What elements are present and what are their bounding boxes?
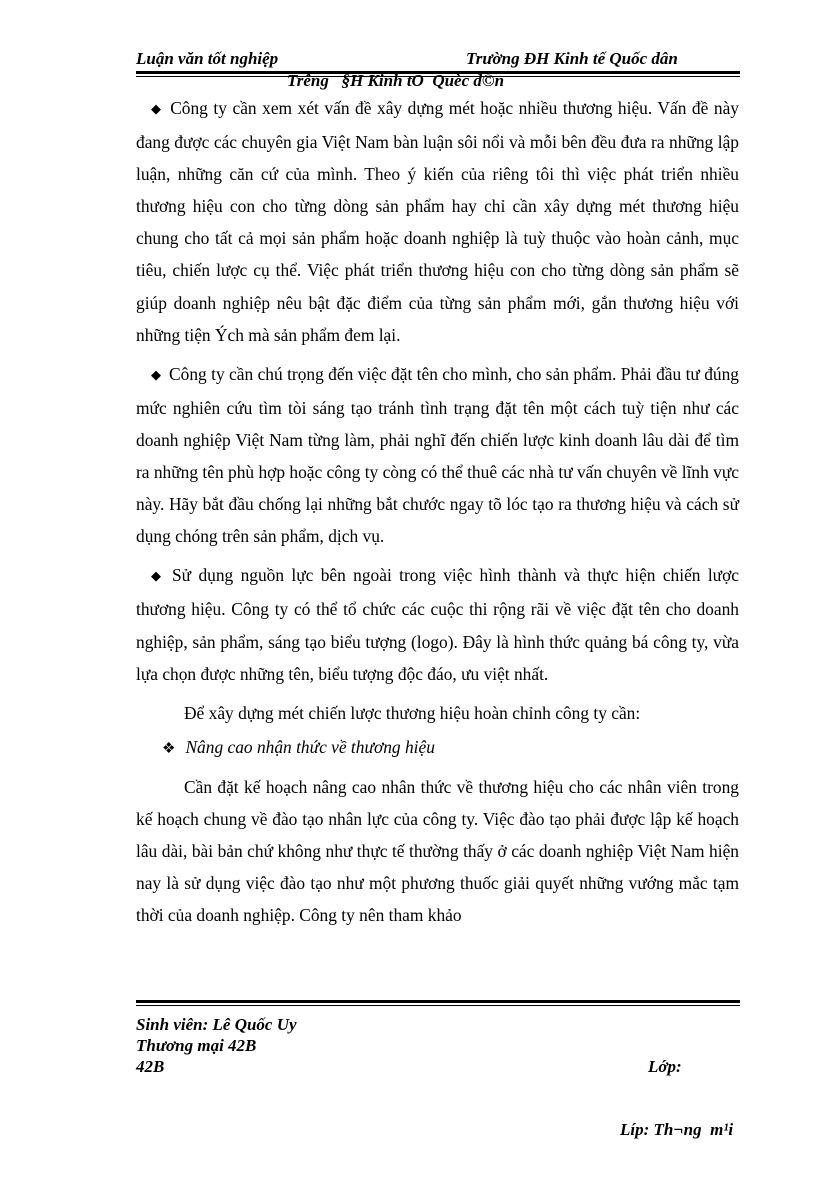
footer-rule-thick xyxy=(136,1000,740,1003)
footer-student-block xyxy=(136,1014,297,1077)
header-thesis-title: Luận văn tốt nghiệp xyxy=(136,49,279,68)
bullet-paragraph-3 xyxy=(136,559,739,689)
diamond-bullet-icon: ◆ xyxy=(151,568,164,584)
page-body xyxy=(136,92,739,931)
header-university: Trường ĐH Kinh tế Quốc dân xyxy=(466,49,678,68)
bullet-paragraph-2 xyxy=(136,358,739,553)
bullet-text-1: Công ty cần xem xét vấn đề xây dựng mét hoặc nhiều thương hiệu. Vấn đề này đang được các chuyên gia Việt Nam bàn luận sôi nổi và mỗi bên đều đưa ra những lập luận, những căn cứ của mình. Theo ý kiến của riêng tôi thì việc phát triển nhiều thương hiệu con cho từng dòng sản phẩm hay chỉ cần xây dựng mét thương hiệu chung cho tất cả mọi sản phẩm hoặc doanh nghiệp là tuỳ thuộc vào hoàn cảnh, mục tiêu, chiến lược cụ thể. Việc phát triển thương hiệu con cho từng dòng sản phẩm sẽ giúp doanh nghiệp nêu bật đặc điểm của từng sản phẩm mới, gắn thương hiệu với những tiện Ých mà sản phẩm đem lại. xyxy=(136,98,739,345)
diamond-bullet-icon: ◆ xyxy=(151,101,163,116)
footer-class: Thương mại 42B xyxy=(136,1036,257,1055)
four-diamond-bullet-icon: ❖ xyxy=(162,740,176,757)
subheading-text: Nâng cao nhận thức về thương hiệu xyxy=(185,736,435,757)
subheading xyxy=(136,731,739,765)
footer-rule-thin xyxy=(136,1005,740,1006)
footer-class-block xyxy=(620,1014,733,1182)
header-garbled-university: Trêng §H Kinh tÕ Quèc d©n xyxy=(287,71,505,90)
footer-student-name: Sinh viên: Lê Quốc Uy xyxy=(136,1015,297,1034)
bullet-text-2: Công ty cần chú trọng đến việc đặt tên cho mình, cho sản phẩm. Phải đầu tư đúng mức nghiên cứu tìm tòi sáng tạo tránh tình trạng đặt tên một cách tuỳ tiện như các doanh nghiệp Việt Nam từng làm, phải nghĩ đến chiến lược kinh doanh lâu dài để tìm ra những tên phù hợp hoặc công ty còng có thể thuê các nhà tư vấn chuyên về lĩnh vực này. Hãy bắt đầu chống lại những bắt chước ngay tõ lóc tạo ra thương hiệu và cách sử dụng chóng trên sản phẩm, dịch vụ. xyxy=(136,363,740,547)
footer-class-code: 42B xyxy=(136,1057,165,1076)
footer-class-garbled: Líp: Th¬ng m¹i xyxy=(620,1120,734,1139)
bullet-paragraph-1 xyxy=(136,92,739,351)
bullet-text-3: Sử dụng nguồn lực bên ngoài trong việc hình thành và thực hiện chiến lược thương hiệu. Công ty có thể tổ chức các cuộc thi rộng rãi về việc đặt tên cho doanh nghiệp, sản phẩm, sáng tạo biểu tượng (logo). Đây là hình thức quảng bá công ty, vừa lựa chọn được những tên, biểu tượng độc đáo, ưu việt nhất. xyxy=(136,565,740,684)
intro-sentence: Để xây dựng mét chiến lược thương hiệu hoàn chỉnh công ty cần: xyxy=(184,702,641,723)
footer-class-label: Lớp: xyxy=(648,1057,682,1076)
body-paragraph: Cần đặt kế hoạch nâng cao nhân thức về thương hiệu cho các nhân viên trong kế hoạch chung về đào tạo nhân lực của công ty. Việc đào tạo phải được lập kế hoạch lâu dài, bài bản chứ không như thực tế thường thấy ở các doanh nghiệp Việt Nam hiện nay là sử dụng việc đào tạo như một phương thuốc giải quyết những vướng mắc tạm thời của doanh nghiệp. Công ty nên tham khảo xyxy=(136,776,739,926)
diamond-bullet-icon: ◆ xyxy=(151,366,162,382)
